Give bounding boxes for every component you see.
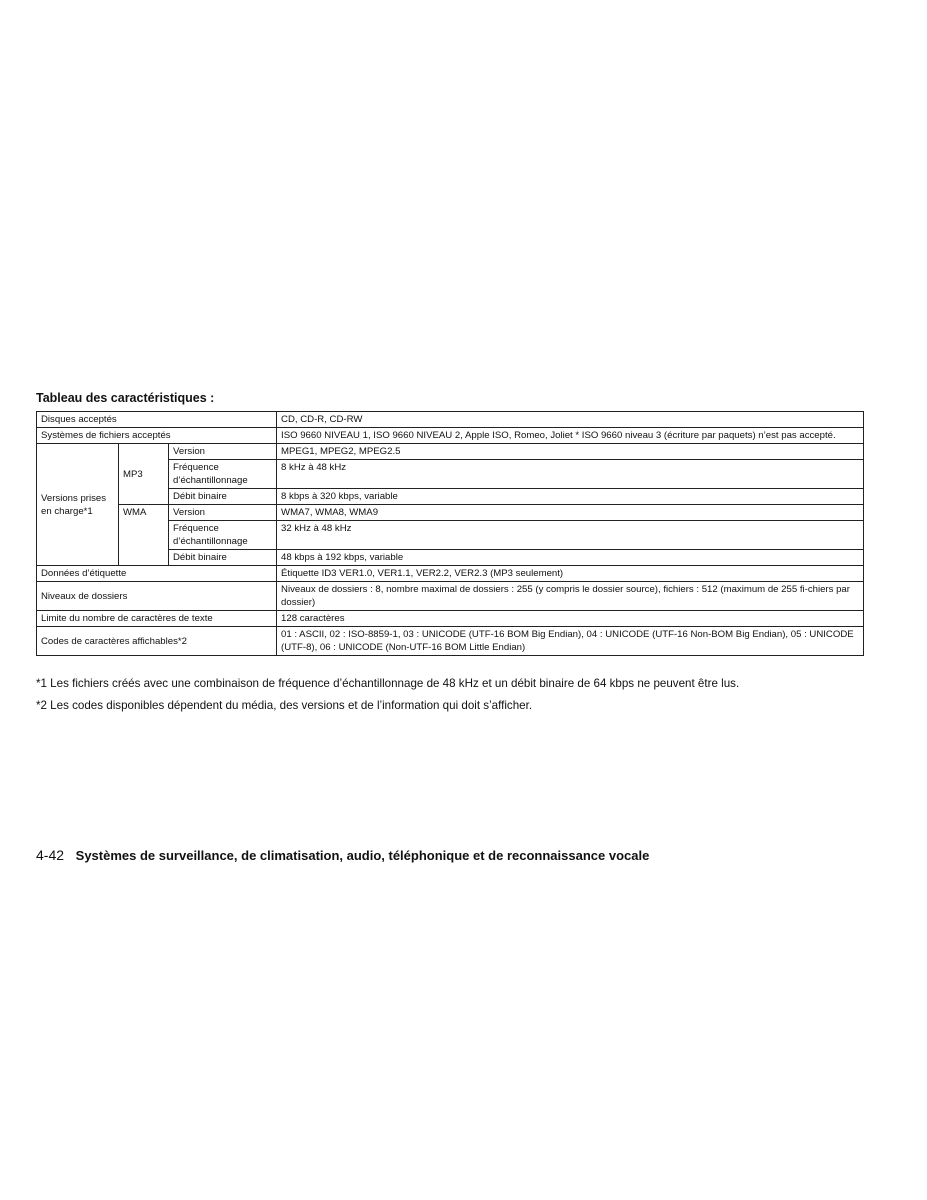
mp3-frequence-value: 8 kHz à 48 kHz (277, 460, 864, 489)
mp3-debit-value: 8 kbps à 320 kbps, variable (277, 489, 864, 505)
donnees-label: Données d’étiquette (37, 566, 277, 582)
section-title: Tableau des caractéristiques : (36, 391, 215, 405)
wma-frequence-value: 32 kHz à 48 kHz (277, 521, 864, 550)
codes-value: 01 : ASCII, 02 : ISO-8859-1, 03 : UNICODE (UTF-16 BOM Big Endian), 04 : UNICODE (UTF-16 Non-BOM Big Endian), 05 : UNICODE (UTF-8), 06 : UNICODE (Non-UTF-16 BOM Little Endian) (277, 627, 864, 656)
limite-label: Limite du nombre de caractères de texte (37, 611, 277, 627)
mp3-label: MP3 (119, 444, 169, 505)
table-row (37, 566, 864, 582)
mp3-frequence-label: Fréquence d’échantillonnage (169, 460, 277, 489)
page-number: 4-42 (36, 847, 65, 863)
table-row (37, 627, 864, 656)
mp3-debit-label: Débit binaire (169, 489, 277, 505)
wma-version-label: Version (169, 505, 277, 521)
wma-debit-value: 48 kbps à 192 kbps, variable (277, 550, 864, 566)
codes-label: Codes de caractères affichables*2 (37, 627, 277, 656)
table-row (37, 582, 864, 611)
niveaux-value: Niveaux de dossiers : 8, nombre maximal de dossiers : 255 (y compris le dossier source), fichiers : 512 (maximum de 255 fi-chiers par dossier) (277, 582, 864, 611)
niveaux-label: Niveaux de dossiers (37, 582, 277, 611)
disques-label: Disques acceptés (37, 412, 277, 428)
donnees-value: Étiquette ID3 VER1.0, VER1.1, VER2.2, VER2.3 (MP3 seulement) (277, 566, 864, 582)
wma-frequence-label: Fréquence d’échantillonnage (169, 521, 277, 550)
disques-value: CD, CD-R, CD-RW (277, 412, 864, 428)
footnote-2: *2 Les codes disponibles dépendent du média, des versions et de l’information qui doit s’afficher. (36, 699, 533, 712)
limite-value: 128 caractères (277, 611, 864, 627)
wma-label: WMA (119, 505, 169, 566)
chapter-title: Systèmes de surveillance, de climatisation, audio, téléphonique et de reconnaissance vocale (75, 848, 650, 863)
mp3-version-label: Version (169, 444, 277, 460)
table-row (37, 611, 864, 627)
systemes-label: Systèmes de fichiers acceptés (37, 428, 277, 444)
table-row (37, 505, 864, 521)
wma-version-value: WMA7, WMA8, WMA9 (277, 505, 864, 521)
specifications-table (36, 411, 864, 656)
wma-debit-label: Débit binaire (169, 550, 277, 566)
table-row (37, 428, 864, 444)
versions-label: Versions prises en charge*1 (37, 444, 119, 566)
page-footer (36, 847, 649, 863)
footnote-1: *1 Les fichiers créés avec une combinaison de fréquence d’échantillonnage de 48 kHz et un débit binaire de 64 kbps ne peuvent être lus. (36, 677, 740, 690)
table-row (37, 412, 864, 428)
mp3-version-value: MPEG1, MPEG2, MPEG2.5 (277, 444, 864, 460)
table-row (37, 444, 864, 460)
systemes-value: ISO 9660 NIVEAU 1, ISO 9660 NIVEAU 2, Apple ISO, Romeo, Joliet * ISO 9660 niveau 3 (écriture par paquets) n’est pas accepté. (277, 428, 864, 444)
